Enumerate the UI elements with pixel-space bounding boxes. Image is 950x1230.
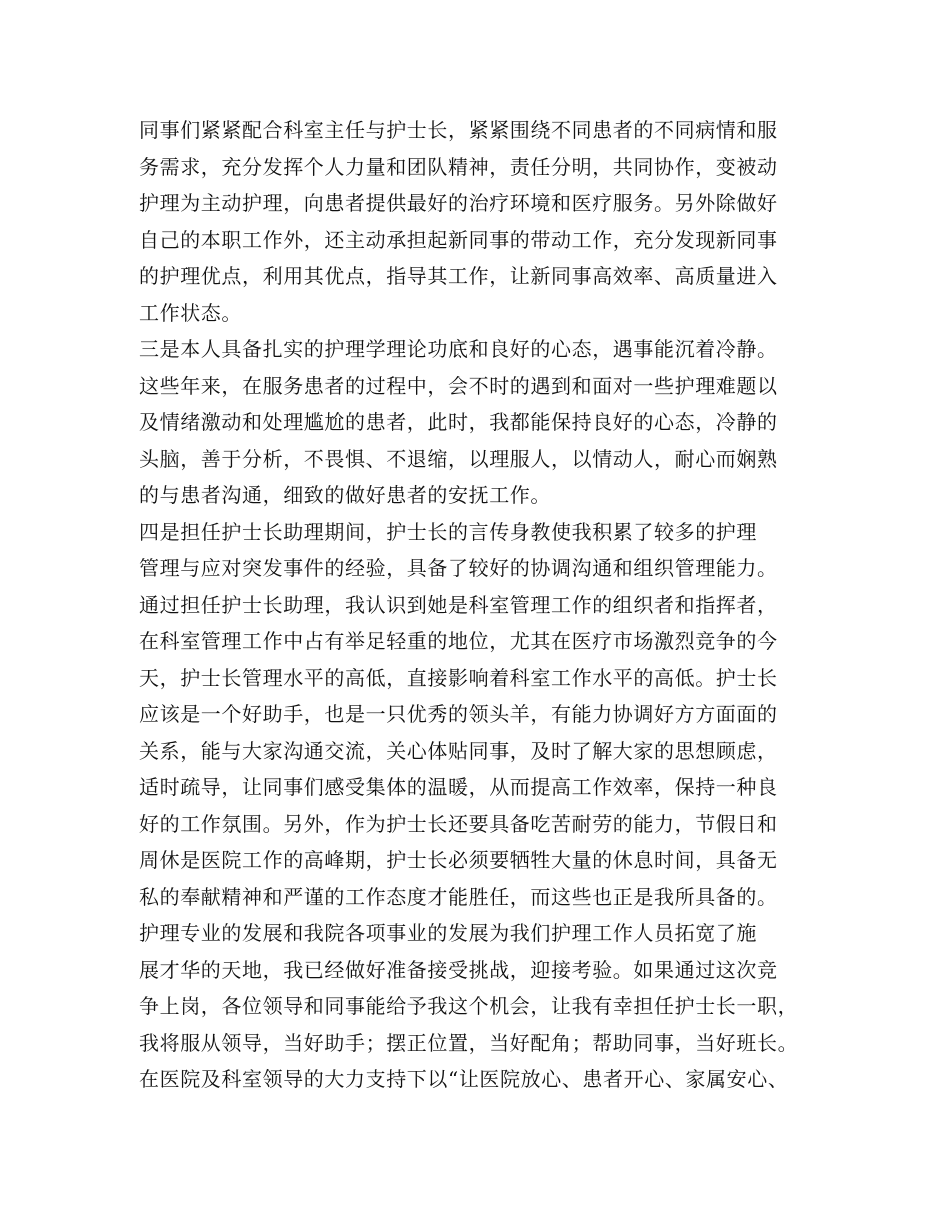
text-line: 四是担任护士长助理期间，护士长的言传身教使我积累了较多的护理: [139, 519, 757, 544]
text-line: 的护理优点，利用其优点，指导其工作，让新同事高效率、高质量进入: [139, 264, 778, 288]
text-line: 自己的本职工作外，还主动承担起新同事的带动工作，充分发现新同事: [139, 227, 778, 252]
text-line: 争上岗，各位领导和同事能给予我这个机会，让我有幸担任护士长一职，: [139, 994, 799, 1018]
text-line: 同事们紧紧配合科室主任与护士长，紧紧围绕不同患者的不同病情和服: [139, 118, 778, 142]
text-line: 护理为主动护理，向患者提供最好的治疗环境和医疗服务。另外除做好: [139, 191, 778, 215]
text-line: 关系，能与大家沟通交流，关心体贴同事，及时了解大家的思想顾虑，: [139, 738, 778, 763]
text-line: 管理与应对突发事件的经验，具备了较好的协调沟通和组织管理能力。: [139, 556, 778, 580]
text-line: 头脑，善于分析，不畏惧、不退缩，以理服人，以情动人，耐心而娴熟: [139, 446, 778, 471]
text-line: 好的工作氛围。另外，作为护士长还要具备吃苦耐劳的能力，节假日和: [139, 811, 778, 836]
text-line: 这些年来，在服务患者的过程中，会不时的遇到和面对一些护理难题以: [139, 373, 778, 398]
text-line: 应该是一个好助手，也是一只优秀的领头羊，有能力协调好方方面面的: [139, 702, 778, 726]
text-line: 护理专业的发展和我院各项事业的发展为我们护理工作人员拓宽了施: [139, 921, 757, 945]
text-line: 周休是医院工作的高峰期，护士长必须要牺牲大量的休息时间，具备无: [139, 848, 778, 872]
text-line: 我将服从领导，当好助手；摆正位置，当好配角；帮助同事，当好班长。: [139, 1030, 799, 1055]
text-line: 三是本人具备扎实的护理学理论功底和良好的心态，遇事能沉着冷静。: [139, 337, 778, 361]
text-line: 天，护士长管理水平的高低，直接影响着科室工作水平的高低。护士长: [139, 665, 778, 690]
text-line: 及情绪激动和处理尴尬的患者，此时，我都能保持良好的心态，冷静的: [139, 410, 778, 434]
text-line: 通过担任护士长助理，我认识到她是科室管理工作的组织者和指挥者，: [139, 592, 778, 617]
document-body: [139, 112, 839, 1098]
text-line: 务需求，充分发挥个人力量和团队精神，责任分明，共同协作，变被动: [139, 154, 778, 179]
text-line: 在医院及科室领导的大力支持下以“让医院放心、患者开心、家属安心、: [139, 1067, 789, 1091]
text-line: 在科室管理工作中占有举足轻重的地位，尤其在医疗市场激烈竞争的今: [139, 629, 778, 653]
text-line: 的与患者沟通，细致的做好患者的安抚工作。: [139, 483, 551, 507]
text-line: 展才华的天地，我已经做好准备接受挑战，迎接考验。如果通过这次竞: [139, 957, 778, 982]
text-line: 适时疏导，让同事们感受集体的温暖，从而提高工作效率，保持一种良: [139, 775, 778, 799]
text-line: 私的奉献精神和严谨的工作态度才能胜任，而这些也正是我所具备的。: [139, 884, 778, 909]
text-line: 工作状态。: [139, 300, 242, 325]
